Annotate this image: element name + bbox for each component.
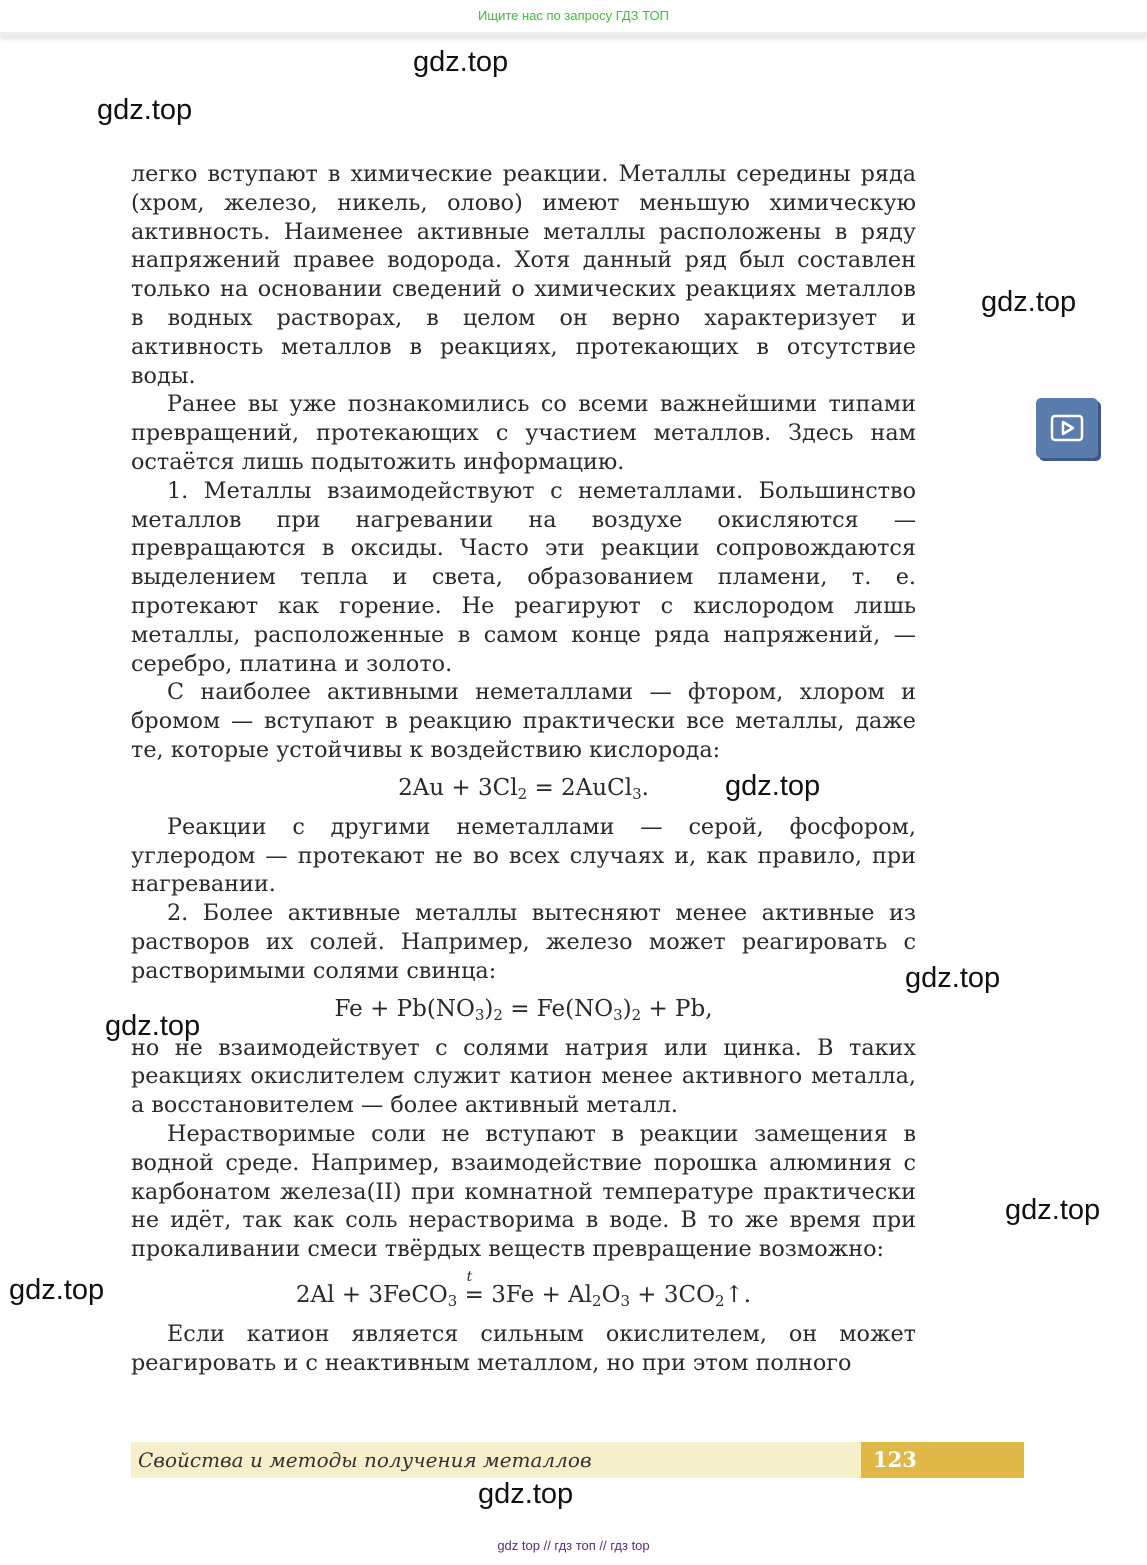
footer-chapter-title: Свойства и методы получения металлов (131, 1442, 861, 1478)
bottom-links[interactable]: gdz top // гдз топ // гдз top (497, 1538, 650, 1553)
paragraph: 1. Металлы взаимодействуют с неметаллами. Большинство металлов при нагревании на воздухе окисляются — превращаются в оксиды. Часто эти реакции сопровождаются выделением тепла и света, образованием пламени, т. е. протекают как горение. Не реагируют с кислородом лишь металлы, расположенные в самом конце ряда напряжений, — серебро, платина и золото. (131, 477, 916, 677)
paragraph: но не взаимодействует с солями натрия или цинка. В таких реакциях окислителем служит катион менее активного металла, а восстановителем — более активный металл. (131, 1034, 916, 1119)
equation-gold-chlorine: $2Au + 3Cl_2$ = 2AuCl$_3$. (398, 774, 649, 803)
paragraph: легко вступают в химические реакции. Металлы середины ряда (хром, железо, никель, олово) имеют меньшую химическую активность. Наименее активные металлы расположены в ряду напряжений правее водорода. Хотя данный ряд был составлен только на основании сведений о химических реакциях металлов в водных растворах, в целом он верно характеризует и активность металлов в реакциях, протекающих в отсутствие воды. (131, 161, 916, 389)
watermark: gdz.top (105, 1010, 201, 1042)
play-video-button[interactable] (1036, 398, 1098, 458)
page-text (131, 160, 916, 1377)
paragraph: Если катион является сильным окислителем, он может реагировать и с неактивным металлом, но при этом полного (131, 1320, 916, 1376)
equation-aluminium-iron-carbonate: 2Al + 3FeCO$_3$ = t $3Fe + Al_2O_3$ + $3CO_2↑$. (295, 1268, 752, 1310)
watermark: gdz.top (981, 286, 1077, 318)
watermark: gdz.top (9, 1274, 105, 1306)
paragraph: Ранее вы уже познакомились со всеми важнейшими типами превращений, протекающих с участием металлов. Здесь нам остаётся лишь подытожить информацию. (131, 391, 916, 475)
watermark: gdz.top (97, 94, 193, 126)
paragraph: Реакции с другими неметаллами — серой, фосфором, углеродом — протекают не во всех случаях и, как правило, при нагревании. (131, 813, 916, 898)
page-number: 123 (861, 1442, 1024, 1478)
watermark: gdz.top (905, 962, 1001, 994)
equation-iron-lead: $Fe + Pb(NO_3)_2 = Fe(NO_3)_2 + Pb$, (334, 995, 713, 1024)
watermark: gdz.top (478, 1478, 574, 1510)
watermark: gdz.top (1005, 1194, 1101, 1226)
paragraph: С наиболее активными неметаллами — фтором, хлором и бромом — вступают в реакцию практически все металлы, даже те, которые устойчивы к воздействию кислорода: (131, 679, 916, 763)
watermark: gdz.top (413, 46, 509, 78)
top-banner[interactable]: Ищите нас по запросу ГДЗ ТОП (0, 0, 1147, 36)
watermark: gdz.top (725, 770, 821, 802)
paragraph: Нерастворимые соли не вступают в реакции замещения в водной среде. Например, взаимодействие порошка алюминия с карбонатом железа(II) при комнатной температуре практически не идёт, так как соль нерастворима в воде. В то же время при прокаливании смеси твёрдых веществ превращение возможно: (131, 1120, 916, 1263)
play-icon (1050, 414, 1084, 442)
paragraph: 2. Более активные металлы вытесняют менее активные из растворов их солей. Например, железо может реагировать с растворимыми солями свинца: (131, 900, 916, 984)
